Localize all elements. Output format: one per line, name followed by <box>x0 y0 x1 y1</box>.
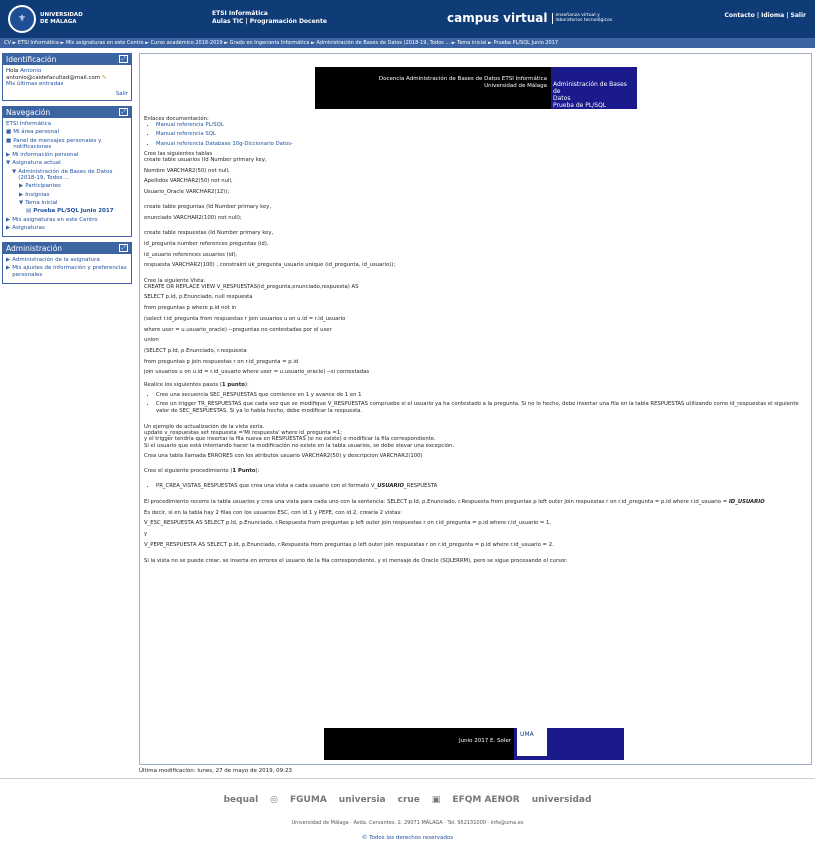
text: _RESPUESTA <box>404 482 438 489</box>
manual-plsql-link[interactable]: Manual referencia PL/SQL <box>156 122 224 129</box>
banner-line1: Docencia Administración de Bases de Datos ETSI Informática <box>378 76 547 82</box>
nav-etsi[interactable]: ETSI Informática <box>6 121 52 127</box>
universia-logo[interactable]: universia <box>338 794 386 805</box>
salir-link[interactable]: Salir <box>790 12 806 19</box>
text: ): <box>255 468 260 475</box>
nav-asignatura-actual[interactable]: Asignatura actual <box>12 160 61 167</box>
text: Cree la siguiente Vista: <box>144 277 206 284</box>
text: (select r.id_pregunta from respuestas r join usuarios u on u.id = r.id_usuario <box>144 315 346 322</box>
enlaces-label: Enlaces documentación: <box>144 116 209 122</box>
campus-sub1: enseñanza virtual y <box>555 12 600 18</box>
text: Cree el siguiente procedimiento ( <box>144 468 233 475</box>
seal-logo[interactable]: ◎ <box>270 794 279 805</box>
etsi-link[interactable]: ETSI Informática <box>212 10 268 17</box>
text: create table preguntas (Id Number primary key, <box>144 204 272 211</box>
text: USUARIO <box>377 482 405 489</box>
idioma-link[interactable]: Idioma <box>761 12 785 19</box>
text: V_PEPE_RESPUESTA AS SELECT p.Id, p.Enunciado, r.Respuesta from preguntas p left outer join respuestas r on r.id_pregunta = p.id where r.id_usuario = 2. <box>144 541 554 548</box>
user-link[interactable]: Antonio <box>20 68 42 74</box>
administracion-block <box>2 242 132 284</box>
last-modified: Última modificación: lunes, 27 de mayo de 2019, 09:23 <box>139 768 292 774</box>
banner-right3: Prueba de PL/SQL <box>553 102 607 109</box>
admin-ajustes-link[interactable]: Mis ajustes de información y preferencias personales <box>12 265 127 278</box>
banner-right1: Administración de Bases de <box>553 81 627 95</box>
uma-logo[interactable] <box>8 5 83 33</box>
text: y <box>144 530 148 537</box>
text: id_pregunta number references preguntas (id), <box>144 240 269 247</box>
dock-icon[interactable]: ⤢ <box>119 55 128 63</box>
exam-content <box>144 116 804 569</box>
text: V_ESC_RESPUESTA AS SELECT p.Id, p.Enunciado, r.Respuesta from preguntas p left outer join respuestas r on r.id_pregunta = p.id where r.id_usuario = 1, <box>144 520 552 527</box>
campus-sub2: laboratorios tecnológicos <box>555 18 613 23</box>
list-item: • Cree un trigger TR_RESPUESTAS que cada vez que se modifique V_RESPUESTAS compruebe si el usuario ya ha contestado a la pregunta. Si no lo hecho, debe insertar una fila en la tabla RESPUESTAS utilizando como id_respuestas el siguiente valor de SEC_RESPUESTAS. Si ya lo había hecho, debe modificar la respuesta. <box>156 401 804 413</box>
triangle-right-icon: ▶ <box>19 183 24 190</box>
triangle-right-icon: ▶ <box>6 265 11 272</box>
universidad-logo[interactable]: universidad <box>531 794 592 805</box>
aulas-link[interactable]: Aulas TIC | Programación Docente <box>212 18 327 25</box>
site-header <box>0 0 815 38</box>
nav-prueba-plsql[interactable]: Prueba PL/SQL Junio 2017 <box>33 208 114 215</box>
nav-mis-asignaturas[interactable]: Mis asignaturas en este Centro <box>12 216 98 223</box>
salir-link[interactable]: Salir <box>115 90 128 97</box>
nav-tema-inicial[interactable]: Tema inicial <box>25 199 58 206</box>
block-title: Identificación <box>6 55 57 64</box>
text: SELECT p.Id, p.Enunciado, null respuesta <box>144 294 253 301</box>
nav-area-personal[interactable]: Mi área personal <box>13 129 59 136</box>
text: ): <box>244 381 249 388</box>
hola-label: Hola <box>6 68 19 74</box>
ultimas-entradas-link[interactable]: Mis últimas entradas <box>6 81 64 87</box>
text: enunciado VARCHAR2(100) not null); <box>144 215 242 222</box>
crue-logo[interactable]: crue <box>397 794 420 805</box>
fguma-logo[interactable]: FGUMA <box>290 794 327 805</box>
navegacion-block <box>2 106 132 237</box>
text: ID_USUARIO <box>728 498 765 505</box>
nav-insignias[interactable]: Insignias <box>25 191 50 198</box>
nav-panel-mensajes[interactable]: Panel de mensajes personales y notificaciones <box>13 137 102 150</box>
banner-right2: Datos <box>553 95 571 102</box>
square-bullet-icon: ■ <box>6 137 12 144</box>
list-item: • Cree una secuencia SEC_RESPUESTAS que comience en 1 y avance de 1 en 1 <box>156 392 804 398</box>
campus-virtual-logo[interactable] <box>447 11 612 25</box>
text: respuesta VARCHAR2(100) , constraint uk_pregunta_usuario unique (id_pregunta, id_usuario)); <box>144 262 396 269</box>
text: union <box>144 337 159 344</box>
uma-seal-icon: ⚜ <box>8 5 36 33</box>
text: update v_respuestas set respuesta ='Mi respuesta' where id_pregunta =1; <box>144 430 343 437</box>
nav-info-personal[interactable]: Mi información personal <box>12 152 79 159</box>
text: from preguntas p join respuestas r on r.id_pregunta = p.id <box>144 358 299 365</box>
text: (SELECT p.Id, p.Enunciado, r.respuesta <box>144 347 247 354</box>
text: Crea una tabla llamada ERRORES con los atributos usuario VARCHAR2(50) y descripcion VARCHAR2(100) <box>144 453 423 460</box>
banner-line2: Universidad de Málaga <box>484 83 547 89</box>
breadcrumb[interactable]: CV ► ETSI Informática ► Mis asignaturas en este Centro ► Curso académico 2018-2019 ► Grado en Ingeniería Informática ► Administración de Bases de Datos (2018-19, Todos ... ► Tema inicial ► Prueba PL/SQL Junio 2017 <box>0 38 815 48</box>
main-content <box>139 53 812 765</box>
text: Un ejemplo de actualización de la vista sería. <box>144 423 265 430</box>
page-icon: ▤ <box>26 208 32 215</box>
text: where user = u.usuario_oracle) --preguntas no contestadas por el user <box>144 326 332 333</box>
campus-title: campus virtual <box>447 11 548 25</box>
footer-banner-text: Junio 2017 E. Soler <box>324 728 514 760</box>
text: El procedimiento recorre la tabla usuarios y crea una vista para cada uno con la sentencia: SELECT p.Id, p.Enunciado, r.Respuesta from preguntas p left outer join respuestas r on r.id_pregunta = p.id where r.id_usuario = <box>144 498 729 505</box>
text: create table respuestas (Id Number primary key, <box>144 230 274 237</box>
triangle-right-icon: ▶ <box>19 191 24 198</box>
text: join usuarios u on u.id = r.id_usuario where user = u.usuario_oracle) --si contestadas <box>144 369 370 376</box>
text: PR_CREA_VISTAS_RESPUESTAS que crea una vista a cada usuario con el formato V_ <box>156 482 378 489</box>
text: Apellidos VARCHAR2(50) not null, <box>144 178 233 185</box>
square-bullet-icon: ■ <box>6 129 12 136</box>
triangle-right-icon: ▶ <box>6 216 11 223</box>
identificacion-block <box>2 53 132 101</box>
rights-link[interactable]: © Todos los derechos reservados <box>361 835 454 841</box>
bequal-logo[interactable]: bequal <box>223 794 259 805</box>
text: id_usuario references usuarios (id), <box>144 251 238 258</box>
manual-dict-link[interactable]: Manual referencia Database 10g-Diccionario Datos- <box>156 140 293 147</box>
admin-asignatura-link[interactable]: Administración de la asignatura <box>12 257 100 264</box>
sep: | <box>754 12 762 19</box>
text: Cree las siguientes tablas <box>144 150 213 157</box>
triangle-right-icon: ▶ <box>6 257 11 264</box>
uma-logo-icon: UMA <box>517 728 547 756</box>
contacto-link[interactable]: Contacto <box>724 12 755 19</box>
footer-banner <box>324 728 624 760</box>
text: 1 punto <box>221 381 245 388</box>
footer-address: Universidad de Málaga · Avda. Cervantes, 2. 29071 MÁLAGA · Tel. 952131000 · info@uma.es <box>291 820 524 826</box>
dock-icon[interactable]: ⤢ <box>119 244 128 252</box>
efqm-logo[interactable]: EFQM AENOR <box>452 794 520 805</box>
left-sidebar <box>2 53 132 289</box>
text: y el trigger tendría que insertar la fila nueva en RESPUESTAS (si no existe) o modificar la fila correspondiente. <box>144 436 436 443</box>
dock-icon[interactable]: ⤢ <box>119 108 128 116</box>
nav-asignaturas[interactable]: Asignaturas <box>12 224 45 231</box>
course-banner <box>315 67 637 109</box>
nav-participantes[interactable]: Participantes <box>25 183 61 190</box>
text: create table usuarios (Id Number primary key, <box>144 157 267 164</box>
text: Nombre VARCHAR2(50) not null, <box>144 167 230 174</box>
block-title: Administración <box>6 244 63 254</box>
text: 1 Punto <box>232 468 256 475</box>
triangle-down-icon: ▼ <box>6 160 11 167</box>
text: Es decir, si en la tabla hay 2 filas con los usuarios ESC, con id 1 y PEPE, con id 2, crearía 2 vistas: <box>144 509 403 516</box>
triangle-down-icon: ▼ <box>19 199 24 206</box>
text: Realice los siguientes pasos ( <box>144 381 222 388</box>
badge-logo[interactable]: ▣ <box>431 794 441 805</box>
text: CREATE OR REPLACE VIEW V_RESPUESTAS(id_pregunta,enunciado,respuesta) AS <box>144 283 359 290</box>
nav-abd[interactable]: Administración de Bases de Datos (2018-19, Todos ... <box>18 168 113 182</box>
univ-name-2: DE MÁLAGA <box>40 19 77 25</box>
text: Si la vista no se puede crear, se inserta en errores el usuario de la fila correspondiente, y el mensaje de Oracle (SQLERRM), pero se sigue procesando el cursor. <box>144 557 568 564</box>
triangle-down-icon: ▼ <box>12 168 17 175</box>
sep: | <box>784 12 791 19</box>
triangle-right-icon: ▶ <box>6 152 11 159</box>
block-title: Navegación <box>6 108 51 117</box>
email: antonio@caidefacultad@mail.com <box>6 74 101 81</box>
text: from preguntas p where p.id not in <box>144 305 237 312</box>
text: Usuario_Oracle VARCHAR2(12)); <box>144 189 230 196</box>
triangle-right-icon: ▶ <box>6 224 11 231</box>
univ-name-1: UNIVERSIDAD <box>40 12 83 18</box>
sponsors-bar <box>0 778 815 820</box>
edit-pencil-icon[interactable]: ✎ <box>101 74 107 81</box>
text: Si el usuario que está intentando hacer la modificación no existe en la tabla usuarios, se debe elevar una excepción. <box>144 442 455 449</box>
manual-sql-link[interactable]: Manual referencia SQL <box>156 131 216 138</box>
